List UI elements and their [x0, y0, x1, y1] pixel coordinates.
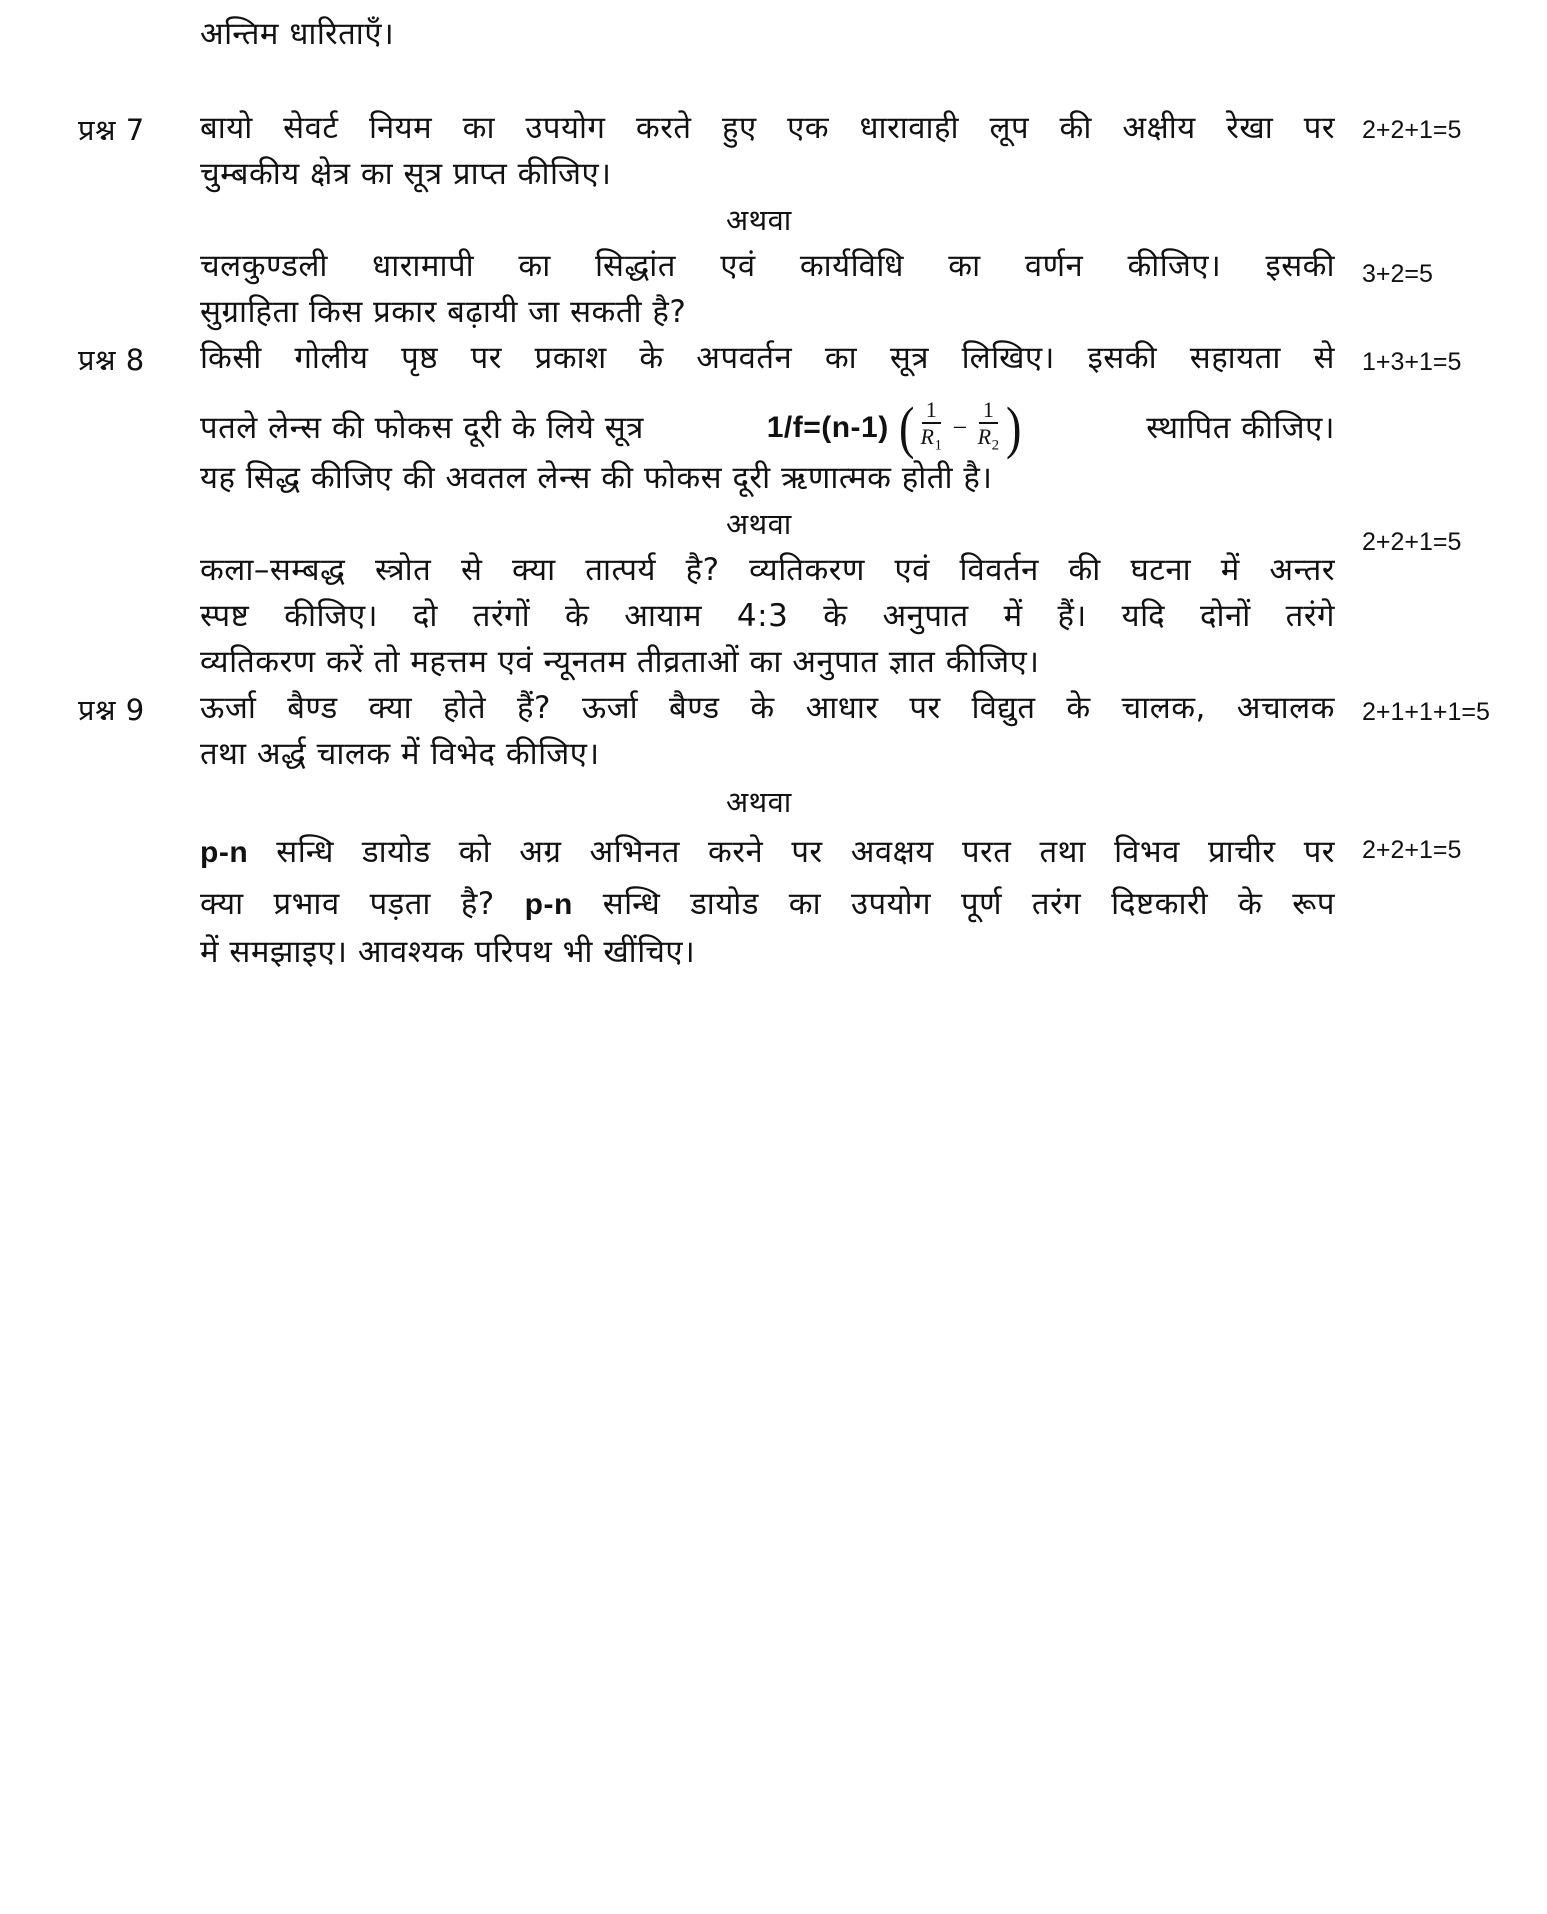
question-8-text-line-2: पतले लेन्स की फोकस दूरी के लिये सूत्र: [200, 410, 644, 447]
fraction-1-den-subscript: 1: [934, 437, 943, 454]
fraction-1-den-symbol: R: [920, 424, 935, 449]
carryover-text: अन्तिम धारिताएँ।: [200, 16, 395, 52]
question-9-text-line-1: ऊर्जा बैण्ड क्या होते हैं? ऊर्जा बैण्ड के आधार पर विद्युत के चालक, अचालक: [200, 690, 1335, 726]
question-8-text-line-3: यह सिद्ध कीजिए की अवतल लेन्स की फोकस दूरी ऋणात्मक होती है।: [200, 460, 993, 496]
or-separator: अथवा: [726, 507, 792, 541]
question-9-alt-marks: 2+2+1=5: [1362, 836, 1462, 864]
fraction-2-den-subscript: 2: [991, 437, 1000, 454]
question-8-text-line-2-end: स्थापित कीजिए।: [1146, 410, 1335, 447]
question-8-marks: 1+3+1=5: [1362, 348, 1462, 376]
or-separator: अथवा: [726, 785, 792, 819]
question-9-marks: 2+1+1+1=5: [1362, 698, 1490, 726]
question-8-text-line-1: किसी गोलीय पृष्ठ पर प्रकाश के अपवर्तन का सूत्र लिखिए। इसकी सहायता से: [200, 340, 1335, 376]
fraction-2-numerator: 1: [979, 398, 999, 424]
question-8-label: प्रश्न 8: [78, 343, 145, 377]
question-8-formula-line: [200, 395, 1335, 461]
question-8-alt-text-line-1: कला–सम्बद्ध स्त्रोत से क्या तात्पर्य है? व्यतिकरण एवं विवर्तन की घटना में अन्तर: [200, 552, 1335, 588]
question-8-alt-marks: 2+2+1=5: [1362, 528, 1462, 556]
pn-junction-label: p-n: [524, 888, 573, 921]
question-7-text-line-2: चुम्बकीय क्षेत्र का सूत्र प्राप्त कीजिए।: [200, 156, 612, 192]
formula-fraction-1: [921, 398, 943, 458]
question-9-alt-line-1-rest: सन्धि डायोड को अग्र अभिनत करने पर अवक्षय परत तथा विभव प्राचीर पर: [276, 834, 1335, 870]
fraction-1-numerator: 1: [922, 398, 942, 424]
question-9-alt-text-line-3: में समझाइए। आवश्यक परिपथ भी खींचिए।: [200, 934, 696, 970]
question-7-marks: 2+2+1=5: [1362, 116, 1462, 144]
question-9-alt-text-line-1: [200, 832, 1335, 873]
question-7-label: प्रश्न 7: [78, 113, 145, 147]
question-8-alt-text-line-2: स्पष्ट कीजिए। दो तरंगों के आयाम 4:3 के अनुपात में हैं। यदि दोनों तरंगे: [200, 598, 1335, 634]
fraction-2-den-symbol: R: [977, 424, 992, 449]
question-9-alt-line-2-rest: सन्धि डायोड का उपयोग पूर्ण तरंग दिष्टकारी के रूप: [602, 886, 1335, 922]
question-8-alt-text-line-3: व्यतिकरण करें तो महत्तम एवं न्यूनतम तीव्रताओं का अनुपात ज्ञात कीजिए।: [200, 644, 1040, 680]
question-9-label: प्रश्न 9: [78, 693, 145, 727]
fraction-2-denominator: [978, 424, 1000, 458]
question-9-text-line-2: तथा अर्द्ध चालक में विभेद कीजिए।: [200, 736, 600, 772]
fraction-1-denominator: [921, 424, 943, 458]
formula-minus: −: [952, 413, 968, 443]
formula-lead: 1/f=(n-1): [766, 411, 889, 445]
formula-open-paren: (: [898, 395, 915, 461]
formula-fraction-2: [978, 398, 1000, 458]
question-9-alt-text-line-2: [200, 884, 1335, 925]
question-7-alt-text-line-1: चलकुण्डली धारामापी का सिद्धांत एवं कार्यविधि का वर्णन कीजिए। इसकी: [200, 248, 1335, 284]
question-7-text-line-1: बायो सेवर्ट नियम का उपयोग करते हुए एक धारावाही लूप की अक्षीय रेखा पर: [200, 110, 1335, 146]
or-separator: अथवा: [726, 203, 792, 237]
question-7-alt-marks: 3+2=5: [1362, 260, 1433, 288]
question-9-alt-line-2-pre: क्या प्रभाव पड़ता है?: [200, 886, 495, 922]
lens-maker-formula: [766, 395, 1024, 461]
pn-junction-label: p-n: [200, 836, 249, 869]
formula-close-paren: ): [1005, 395, 1022, 461]
question-7-alt-text-line-2: सुग्राहिता किस प्रकार बढ़ायी जा सकती है?: [200, 294, 687, 330]
